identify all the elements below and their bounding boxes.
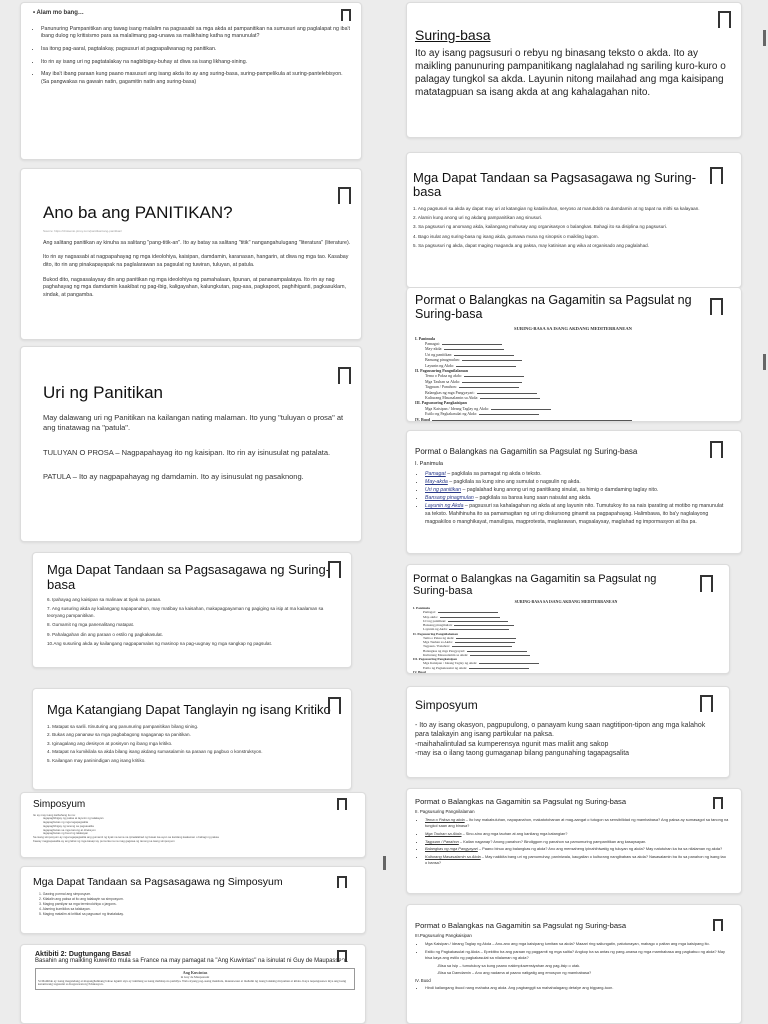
source-line: Source: https://dmisenio.pinoy.com/panitikan/ang-panitikan/	[43, 228, 122, 233]
list-item: • Layunin ng Akda – pagsusuri sa kahalagahan ng akda at ang layunin nito. Tumutukoy ito sa nais iparating at motibo ng manunulat sa teksto. Mahihinuha ito sa pamamagitan ng uri ng diskursong ginamit sa pagpapahayag. Halimbawa, ito ba'y naglalayong magpakilos o manghikayat, manuligsa, magprotesta, maglarawan, magsalaysay, maglahad ng impormasyon at iba pa.	[425, 502, 729, 526]
list-item: • Hindi kailangang ibuod nang mahaba ang akda. Ang pagbanggit sa mahahalagang detalye ang bigyang-tuon.	[425, 985, 729, 991]
card-alam-mo-bang	[20, 2, 362, 160]
activity-instructions: Basahin ang maikling kuwento mula sa France na may pamagat na "Ang Kuwintas" na isinulat ni Guy de Maupassant.	[35, 958, 349, 964]
simposyum-notes	[33, 814, 355, 844]
paragraph: PATULA – Ito ay nagpapahayag ng damdamin. Ito ay isinusulat ng pasaknong.	[43, 472, 304, 482]
outline-section: IV. Buod	[415, 417, 731, 422]
outline-section: III. Pagsusuring Pangkaisipan	[413, 657, 458, 662]
list-item: 5. Kailangan may paninindigan ang isang kritiko.	[47, 757, 146, 763]
list-item: 6. Ipahayag ang kaisipan sa malinaw at tiyak na paraan.	[47, 596, 162, 602]
card-uri-ng-panitikan	[20, 346, 362, 542]
outline-field: Layunin ng Akda:	[415, 363, 731, 368]
outline-field: Bansang pinagmulan:	[413, 623, 719, 627]
list-item: 1. Gawing pormal ang simposyum.	[39, 892, 92, 897]
bookmark-icon[interactable]	[710, 441, 723, 458]
fact-list	[33, 26, 351, 87]
bookmark-icon[interactable]	[713, 797, 723, 809]
card-dapat-tandaan-suring-basa-1	[406, 152, 742, 288]
outline-field: Pamagat:	[415, 341, 731, 346]
outline-field: Bansang pinagmulan:	[415, 357, 731, 362]
card-dapat-tandaan-simposyum	[20, 866, 366, 934]
section-label: II. Pagsusuring Pangnilalaman	[415, 809, 475, 814]
story-text: Si Mathilde ay isang magandang at mapanghalinang babae ngunit siya ay isinilang sa isang mahirap na pamilya. Wala siyang pag-asang makilala, maunawaan at mahalin ng isang lalaking mayaman at kilala. Kaya napangasawa niya ang isang karaniwang tagasulat sa Kagawaran ng Edukasyon.	[38, 978, 347, 987]
list-item: 5. Sa pagsusuri ng akda, dapat maging maganda ang paksa, may katinisan ang wika at organisado ang paglalahad.	[413, 243, 649, 249]
card-title: Pormat o Balangkas na Gagamitin sa Pagsulat ng Suring-basa	[415, 921, 627, 930]
card-katangian-kritiko	[32, 688, 352, 790]
bookmark-icon[interactable]	[328, 561, 341, 578]
list-item: 3. Maging pamilyar sa mga terminolohiya o jargons.	[39, 901, 117, 906]
section-label: IV. Buod	[415, 978, 431, 984]
card-suring-basa	[406, 2, 742, 138]
list-item: 5. Maging matalim at kritikal sa pagsusuri ng tinatalakay.	[39, 911, 124, 916]
list-item: • May-akda – pagkilala sa kung sino ang sumulat o nagsulin ng akda.	[425, 478, 729, 486]
list-item: 7. Ang susuring akda ay kailangang napapanahon, may matibay na kaisahan, makapagpayaman ng pagiging sa isip at ma kaalaman sa teoryang pampanitikan.	[47, 606, 324, 618]
outline-section: I. Panimula	[415, 335, 436, 341]
card-aktibiti-2	[20, 944, 366, 1024]
list-item: • Estilo ng Pagkakasulat ng Akda – Epektibo ba ang paraan ng paggamit ng mga salita? Angkop ba sa antas ng pang-unawa ng mga mambabasa ang pagkabuo ng akda? May bisa kaya ang estilo ng pagkakasulat sa nilalaman ng akda?	[425, 949, 729, 961]
list-item: • Bansang pinagmulan – pagkilala sa bansa kung saan naisulat ang akda.	[425, 494, 729, 502]
outline-section: II. Pagsusuring Pangnilalaman	[415, 368, 469, 374]
section-label: III.Pagsusuring Pangkaisipan	[415, 933, 472, 938]
definition-line: - Ito ay isang okasyon, pagpupulong, o panayam kung saan nagtitipon-tipon ang mga kalahok para talakayin ang isang partikular na paksa.	[415, 721, 706, 739]
list-item: 3. Iginagalang ang desisyon at posisyon ng ibang mga kritiko.	[47, 740, 173, 746]
list-item: • Balangkas ng mga Pangyayari – Paano binuo ang balangkas ng akda? Ano ang mensaheng ipinahihiwatig ng tuluyan ng akda? May natutuhan ka ba sa nilalaman ng akda?	[425, 846, 729, 852]
pangkaisipan-list	[415, 941, 729, 976]
paragraph: TULUYAN O PROSA – Nagpapahayag ito ng kaisipan. Ito rin ay isinusulat ng patalata.	[43, 447, 331, 457]
definition-line: -maihahalintulad sa kumperensya ngunit mas maliit ang sakop	[415, 740, 609, 748]
list-item: • Mga Tauhan sa Akda – Sino-sino ang mga tauhan at ang kanilang mga katangian?	[425, 831, 729, 837]
outline-field: Balangkas ng mga Pangyayari:	[413, 649, 719, 653]
list-item: • Uri ng panitikan – paglalahad kung anong uri ng panitikang sinulat, sa himig o damdaming taglay nito.	[425, 486, 729, 494]
list-item: 2. Kilalalin ang paksa at ito ang talakayin sa simposyum.	[39, 896, 124, 901]
outline-field: Uri ng panitikan:	[413, 619, 719, 623]
card-title: Simposyum	[33, 799, 86, 810]
outline-section: II. Pagsusuring Pangnilalaman	[413, 631, 458, 636]
outline-field: May-akda:	[415, 346, 731, 351]
card-pormat-outline-1	[406, 288, 742, 422]
outline-section: IV. Buod	[413, 669, 426, 674]
bookmark-icon[interactable]	[337, 950, 347, 962]
bookmark-icon[interactable]	[718, 11, 731, 28]
card-ano-ba-ang-panitikan	[20, 168, 362, 340]
outline-field: Tema o Paksa ng akda:	[413, 636, 719, 640]
list-item: 1. Ang pagsusuri sa akda ay dapat may uri at katangian ng katalinuhan, seryoso at marubdob na damdamin at ng tapat na mithi sa kalayaan.	[413, 205, 700, 211]
card-title: Simposyum	[415, 698, 478, 712]
outline-field: Tema o Paksa ng akda:	[415, 373, 731, 378]
bookmark-icon[interactable]	[338, 367, 351, 384]
list-item: 4. Alaming kumikilos sa talakayan.	[39, 906, 91, 911]
outline-field: Estilo ng Pagkakasulat ng Akda:	[413, 666, 719, 670]
story-excerpt	[35, 968, 355, 990]
paragraph: Ito rin ay nagsasabi at nagpapahayag ng mga ideolohiya, kaisipan, damdamin, karanasan, hangarin, at diwa ng mga tao. Kasabay dito, ito rin ang pinakapayapak na paglalarawan sa pagsulat ng tuwiran, tuluyan, at patula.	[43, 254, 349, 268]
list-item: • Pamagat – pagkilala sa pamagat ng akda o teksto.	[425, 470, 729, 478]
card-pormat-pangnilalaman	[406, 788, 742, 894]
list-item: 8. Gumamit ng mga panenalitang matapat.	[47, 622, 135, 628]
outline-field: Uri ng panitikan:	[415, 352, 731, 357]
story-title: Ang Kuwintas	[182, 969, 208, 975]
card-title: Pormat o Balangkas na Gagamitin sa Pagsulat ng Suring-basa	[415, 447, 638, 456]
outline-form	[413, 599, 719, 674]
bookmark-icon[interactable]	[700, 695, 713, 712]
scrollbar-thumb[interactable]	[763, 30, 766, 46]
card-dapat-tandaan-suring-basa-2	[32, 552, 352, 668]
note-line: tagapagbibigay ng tanong sa pagsasalita	[43, 823, 94, 828]
outline-field: Kulturang Masasalamin sa Akda:	[415, 395, 731, 400]
outline-field: Mga Tauhan sa Akda:	[413, 640, 719, 644]
card-title: Mga Dapat Tandaan sa Pagsasagawa ng Suring-basa	[47, 562, 331, 592]
note-line: Kaway magpapasalita ay ang lahat ng mga kasapi ay pumunta na na mag gagawa ng tanong sa isang simposyum	[33, 838, 175, 843]
bookmark-icon[interactable]	[700, 575, 713, 592]
card-title: Uri ng Panitikan	[43, 383, 164, 402]
outline-form	[415, 326, 731, 422]
bookmark-icon[interactable]	[328, 697, 341, 714]
card-pormat-pangkaisipan	[406, 904, 742, 1024]
rule-list	[47, 597, 341, 648]
outline-header: SURING-BASA SA ISANG AKDANG MEDITERRANEAN	[514, 599, 618, 605]
list-item: • Mga Kaisipan / Ideang Taglay ng Akda – Ano-ano ang mga kaisipang lumitaw sa akda? Maaari ring saliungatin, patutunayan, mabago o paitan ang mga kaisipang ito.	[425, 941, 729, 947]
note-line: tagapagbibigay ng paksa at layunin ng talakayan	[43, 816, 104, 821]
card-simposyum-small	[20, 792, 366, 858]
outline-field: Layunin ng Akda:	[413, 627, 719, 631]
outline-field: May-akda:	[413, 615, 719, 619]
card-title: Pormat o Balangkas na Gagamitin sa Pagsulat ng Suring-basa	[413, 573, 657, 598]
outline-field: Mga Kaisipan / Ideang Taglay ng Akda:	[413, 661, 719, 665]
outline-section: I. Panimula	[413, 606, 430, 611]
section-label: I. Panimula	[415, 461, 443, 467]
card-title: Mga Dapat Tandaan sa Pagsasagawa ng Suring-basa	[413, 170, 697, 200]
list-item: • Ito rin ay isang uri ng pagtatalakay na nagbibigay-buhay at diwa sa isang likhang-sining.	[41, 59, 351, 67]
list-item: • Panunuring Pampanitikan ang tawag isang malalim na pagsasabi sa mga akda at pampanitikan na sumusuri ang paglalapat ng iba't ibang dulog ng kritisismo para sa malalimang pag-unawa sa malikhaing katha ng manunulat?	[41, 26, 351, 41]
list-item: • Tagpuan / Panahon – Kailan naganap? Anong panahon? Bindiggom ng panahon sa pamumuring pampanitikan ang kasaysayan.	[425, 839, 729, 845]
scrollbar-thumb[interactable]	[383, 856, 386, 870]
card-simposyum	[406, 686, 730, 778]
pangnilalaman-list	[415, 817, 729, 866]
list-item: 3. Sa pagsusuri ng anomang akda, kailangang mahusay ang organisasyon o balangkas. Bahagi ito sa disiplina ng pagsusuri.	[413, 224, 668, 230]
outline-field: Mga Tauhan sa Akda:	[415, 379, 731, 384]
outline-field: Mga Kaisipan / Ideang Taglay ng Akda:	[415, 406, 731, 411]
paragraph: May dalawang uri ng Panitikan na kailangan nating malaman. Ito yung "tuluyan o prosa" at ang tinatawag na "patula".	[43, 412, 344, 433]
simposyum-rules	[33, 892, 355, 917]
card-pormat-panimula	[406, 430, 742, 554]
card-title: Pormat o Balangkas na Gagamitin sa Pagsulat ng Suring-basa	[415, 797, 627, 806]
list-item: 2. Bukas ang pananaw sa mga pagbabagong nagaganap sa panitikan.	[47, 732, 191, 738]
list-item: • Tema o Paksa ng akda – Ito bay makabuluhan, napapanahon, makatotohanan at mag-aangat o tutugon sa sensibilidad ng mambabasa? Ang paksa ay sumasagot sa tanong na tungkol saan ang binasa?	[425, 817, 729, 829]
bookmark-icon[interactable]	[713, 919, 723, 931]
note-line: tagapagbukas sa mga tanong at direksyon	[43, 827, 96, 832]
bookmark-icon[interactable]	[337, 876, 347, 888]
list-item: 1. Matapat sa sarili. Itinuturing ang panunuring pampanitikan bilang sining.	[47, 723, 199, 729]
list-item: • Kulturang Masasalamin sa Akda – May nakikita bang uri ng pamumuhay, paniniwala, kaugalian o kulturang nangibabaw sa akda? Nasasalamin ba ito sa panahon ng isang tao o bansa?	[425, 854, 729, 866]
note-line: Sa isang simposyum ay mga tagapagsalita ang gumamit ng tiyak na tema na ipinalalahad ng bawat isa ayon sa kanilang kaalaman o bahagi ng paksa	[33, 835, 219, 840]
card-title: Mga Dapat Tandaan sa Pagsasagawa ng Simposyum	[33, 876, 283, 888]
bookmark-icon[interactable]	[341, 9, 351, 21]
outline-field: Tagpuan / Panahon:	[413, 644, 719, 648]
paragraph: Bukod dito, nagsasalaysay din ang panitikan ng mga ideolohiya ng pamahalaan, lipunan, at pananampalataya. Ito rin ay nag paghahayag ng mga damdamin kaakibat ng pag-ibig, kaligayahan, kalungkutan, pag-asa, pagkapoot, paghihiganti, pagkasuklam, sindak, at pangamba.	[43, 276, 347, 298]
outline-header: SURING-BASA SA ISANG AKDANG MEDITERRANEAN	[514, 325, 632, 331]
outline-section: III. Pagsusuring Pangkaisipan	[415, 400, 467, 406]
list-item: -Bisa sa Damdamin – Ano ang nadama at paano natigatig ang emosyon ng mambabasa?	[437, 970, 592, 976]
list-item: 2. Alamin kung anong uri ng akdang pampanitikan ang sinusuri.	[413, 215, 543, 221]
outline-field: Tagpuan / Panahon:	[415, 384, 731, 389]
bookmark-icon[interactable]	[710, 298, 723, 315]
card-title: Aktibiti 2: Dugtungang Basa!	[35, 951, 132, 958]
list-item: • May iba't ibang paraan kung paano masusuri ang isang akda ito ay ang suring-basa, suring-pampelikula at suring-pantelebisyon. (Sa pangwakas na gawain natin, gagamitin natin ang suring-basa)	[41, 71, 351, 86]
list-item: 10.Ang susuriing akda ay kailangang nagpapamalas ng masinop na pag-uugnay ng mga sangkap ng pagsulat.	[47, 640, 272, 646]
buod-list	[415, 985, 729, 991]
definition-line: -may isa o ilang taong gumaganap bilang pangunahing tagapagsalita	[415, 750, 630, 758]
outline-field: Kulturang Masasalamin sa Akda:	[413, 653, 719, 657]
list-item: 4. Bago isulat ang suring-basa ng isang akda, gumawa muna ng sinopsis o maikling lagom.	[413, 233, 599, 239]
card-title: Ano ba ang PANITIKAN?	[43, 203, 233, 222]
card-heading: • Alam mo bang…	[33, 10, 84, 16]
card-pormat-outline-2	[406, 564, 730, 674]
bookmark-icon[interactable]	[337, 798, 347, 810]
outline-field: Balangkas ng mga Pangyayari:	[415, 390, 731, 395]
panimula-list	[415, 470, 729, 526]
card-title: Pormat o Balangkas na Gagamitin sa Pagsulat ng Suring-basa	[415, 293, 692, 321]
list-item: -Bisa sa Isip – tumutukoy sa kung paano nakimpluwensiyahan ang pag-iisip o utak.	[437, 962, 581, 968]
story-author: ni Guy de Maupassant	[180, 974, 210, 979]
bookmark-icon[interactable]	[710, 167, 723, 184]
list-item: • Isa itong pag-aaral, pagtalakay, pagsusuri at pagpapaliwanag ng panitikan.	[41, 46, 351, 54]
card-title: Mga Katangiang Dapat Tanglayin ng isang Kritiko	[47, 702, 331, 717]
paragraph: Ito ay isang pagsusuri o rebyu ng binasang teksto o akda. Ito ay maikling panunuring pampanitikang naglalahad ng sariling kuro-kuro o palagay tungkol sa akda. Layunin nitong mailahad ang mga kaisipang matatagpuan sa isang akda at ang kahalagahan nito.	[415, 48, 726, 99]
trait-list	[47, 724, 341, 764]
list-item: 4. Matapat na kumikilala sa akda bilang isang akdang sumasalamin sa paraan ng pagbuo o konstruksyon.	[47, 749, 263, 755]
note-line: Ito ay may isang kaibahang ito na:	[33, 812, 76, 817]
outline-field: Pamagat:	[413, 610, 719, 614]
list-item: 9. Pahalagahan din ang paraan o estilo ng pagkakasulat.	[47, 631, 163, 637]
rule-list	[413, 206, 731, 250]
scrollbar-thumb[interactable]	[763, 354, 766, 370]
note-line: tagapagbukas ng mga tagapagsalita	[43, 820, 89, 825]
bookmark-icon[interactable]	[338, 187, 351, 204]
note-line: tagapagbukas ng buod ng talakayan	[43, 831, 89, 836]
outline-field: Estilo ng Pagkakasulat ng Akda:	[415, 411, 731, 416]
paragraph: Ang salitang panitikan ay kinuha sa salitang "pang-titik-an". Ito ay batay sa salitang "titik" nangangahulugang "literatura" (literature).	[43, 239, 351, 246]
simposyum-definition	[415, 721, 719, 759]
card-title: Suring-basa	[415, 27, 491, 43]
